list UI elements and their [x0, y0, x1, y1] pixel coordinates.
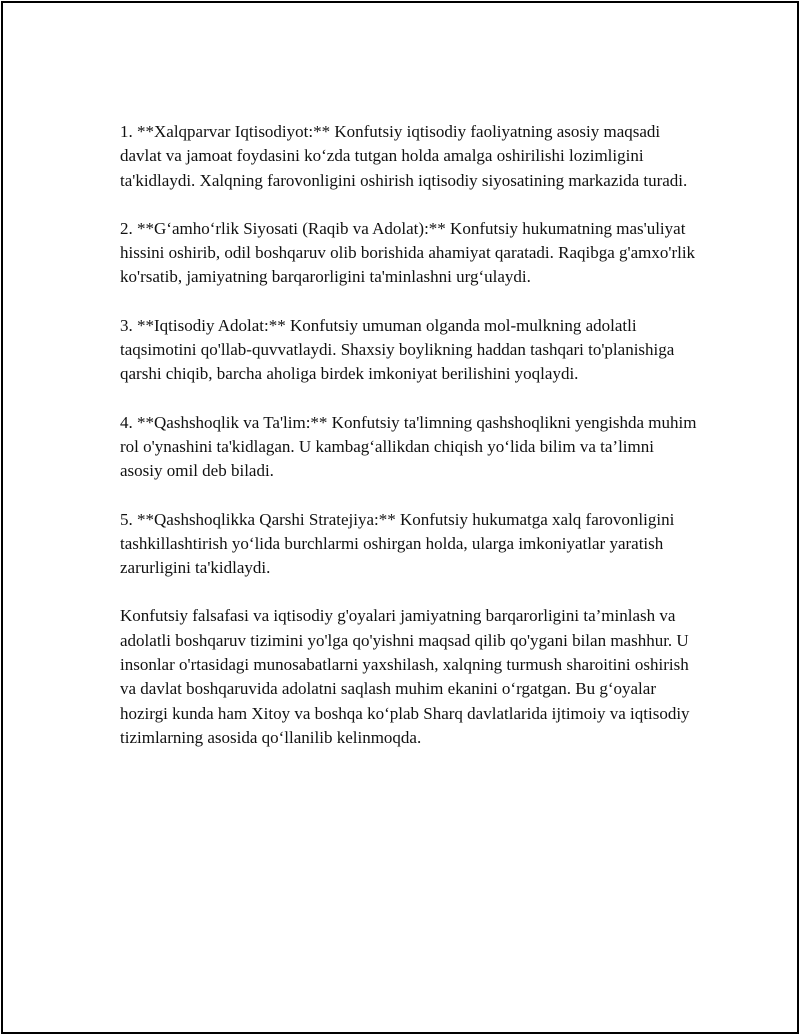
document-body	[120, 120, 700, 774]
paragraph-2: 2. **G‘amho‘rlik Siyosati (Raqib va Adolat):** Konfutsiy hukumatning mas'uliyat hissini oshirib, odil boshqaruv olib borishida ahamiyat qaratadi. Raqibga g'amxo'rlik ko'rsatib, jamiyatning barqarorligini ta'minlashni urg‘ulaydi.	[120, 218, 696, 287]
document-page	[1, 1, 799, 1034]
paragraph-5: 5. **Qashshoqlikka Qarshi Stratejiya:** Konfutsiy hukumatga xalq farovonligini tashkillashtirish yo‘lida burchlarmi oshirgan holda, ularga imkoniyatlar yaratish zarurligini ta'kidlaydi.	[120, 509, 675, 578]
paragraph-3: 3. **Iqtisodiy Adolat:** Konfutsiy umuman olganda mol-mulkning adolatli taqsimotini qo'llab-quvvatlaydi. Shaxsiy boylikning haddan tashqari to'planishiga qarshi chiqib, barcha aholiga birdek imkoniyat berilishini yoqlaydi.	[120, 315, 675, 384]
paragraph-4: 4. **Qashshoqlik va Ta'lim:** Konfutsiy ta'limning qashshoqlikni yengishda muhim rol o'ynashini ta'kidlagan. U kambag‘allikdan chiqish yo‘lida bilim va ta’limni asosiy omil deb biladi.	[120, 412, 697, 481]
paragraph-1: 1. **Xalqparvar Iqtisodiyot:** Konfutsiy iqtisodiy faoliyatning asosiy maqsadi davlat va jamoat foydasini ko‘zda tutgan holda amalga oshirilishi lozimligini ta'kidlaydi. Xalqning farovonligini oshirish iqtisodiy siyosatining markazida turadi.	[120, 122, 688, 190]
paragraph-conclusion: Konfutsiy falsafasi va iqtisodiy g'oyalari jamiyatning barqarorligini ta’minlash va adolatli boshqaruv tizimini yo'lga qo'yishni maqsad qilib qo'ygani bilan mashhur. U insonlar o'rtasidagi munosabatlarni yaxshilash, xalqning turmush sharoitini oshirish va davlat boshqaruvida adolatni saqlash muhim ekanini o‘rgatgan. Bu g‘oyalar hozirgi kunda ham Xitoy va boshqa ko‘plab Sharq davlatlarida ijtimoiy va iqtisodiy tizimlarning asosida qo‘llanilib kelinmoqda.	[120, 606, 690, 747]
